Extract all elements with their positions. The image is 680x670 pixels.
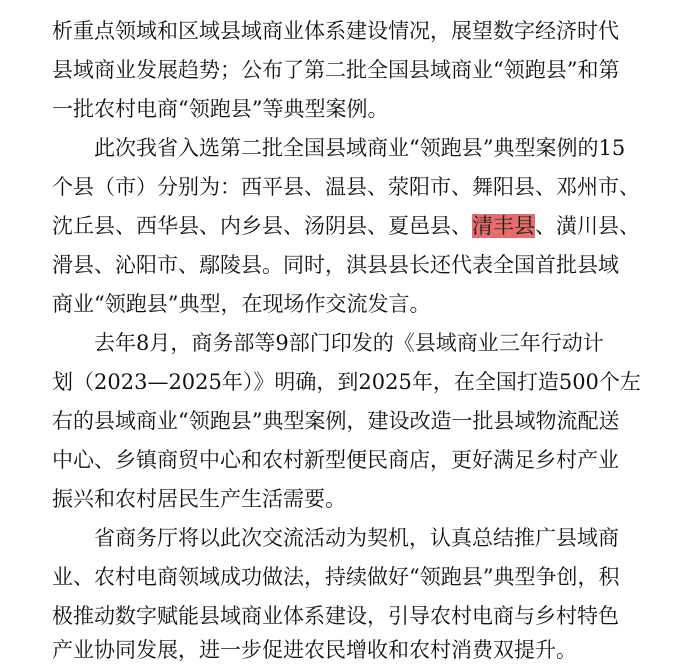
highlighted-county: 清丰县 bbox=[472, 214, 535, 238]
text-line: 滑县、沁阳市、鄢陵县。同时，淇县县长还代表全国首批县域 bbox=[52, 253, 619, 277]
text-line: 产业协同发展，进一步促进农民增收和农村消费双提升。 bbox=[52, 638, 577, 662]
text-line: 省商务厅将以此次交流活动为契机，认真总结推广县域商 bbox=[94, 526, 619, 550]
text-segment: 沈丘县、西华县、内乡县、汤阴县、夏邑县、 bbox=[52, 214, 472, 238]
text-line: 划（2023—2025年）》明确，到2025年，在全国打造500个左 bbox=[52, 370, 641, 394]
text-line: 此次我省入选第二批全国县域商业“领跑县”典型案例的15 bbox=[94, 136, 626, 160]
text-line: 右的县域商业“领跑县”典型案例，建设改造一批县域物流配送 bbox=[52, 409, 620, 433]
text-line: 县域商业发展趋势；公布了第二批全国县域商业“领跑县”和第 bbox=[52, 58, 620, 82]
text-line: 振兴和农村居民生产生活需要。 bbox=[52, 487, 346, 511]
text-line: 极推动数字赋能县域商业体系建设，引导农村电商与乡村特色 bbox=[52, 604, 619, 628]
text-line: 业、农村电商领域成功做法，持续做好“领跑县”典型争创，积 bbox=[52, 565, 620, 589]
text-line: 商业“领跑县”典型，在现场作交流发言。 bbox=[52, 292, 431, 316]
text-line: 一批农村电商“领跑县”等典型案例。 bbox=[52, 97, 389, 121]
text-line: 中心、乡镇商贸中心和农村新型便民商店，更好满足乡村产业 bbox=[52, 448, 619, 472]
text-segment: 、潢川县、 bbox=[535, 214, 640, 238]
text-line: 个县（市）分别为：西平县、温县、荥阳市、舞阳县、邓州市、 bbox=[52, 175, 640, 199]
text-line bbox=[52, 206, 640, 246]
text-line: 去年8月，商务部等9部门印发的《县域商业三年行动计 bbox=[94, 331, 604, 355]
text-line: 析重点领域和区域县域商业体系建设情况，展望数字经济时代 bbox=[52, 19, 619, 43]
